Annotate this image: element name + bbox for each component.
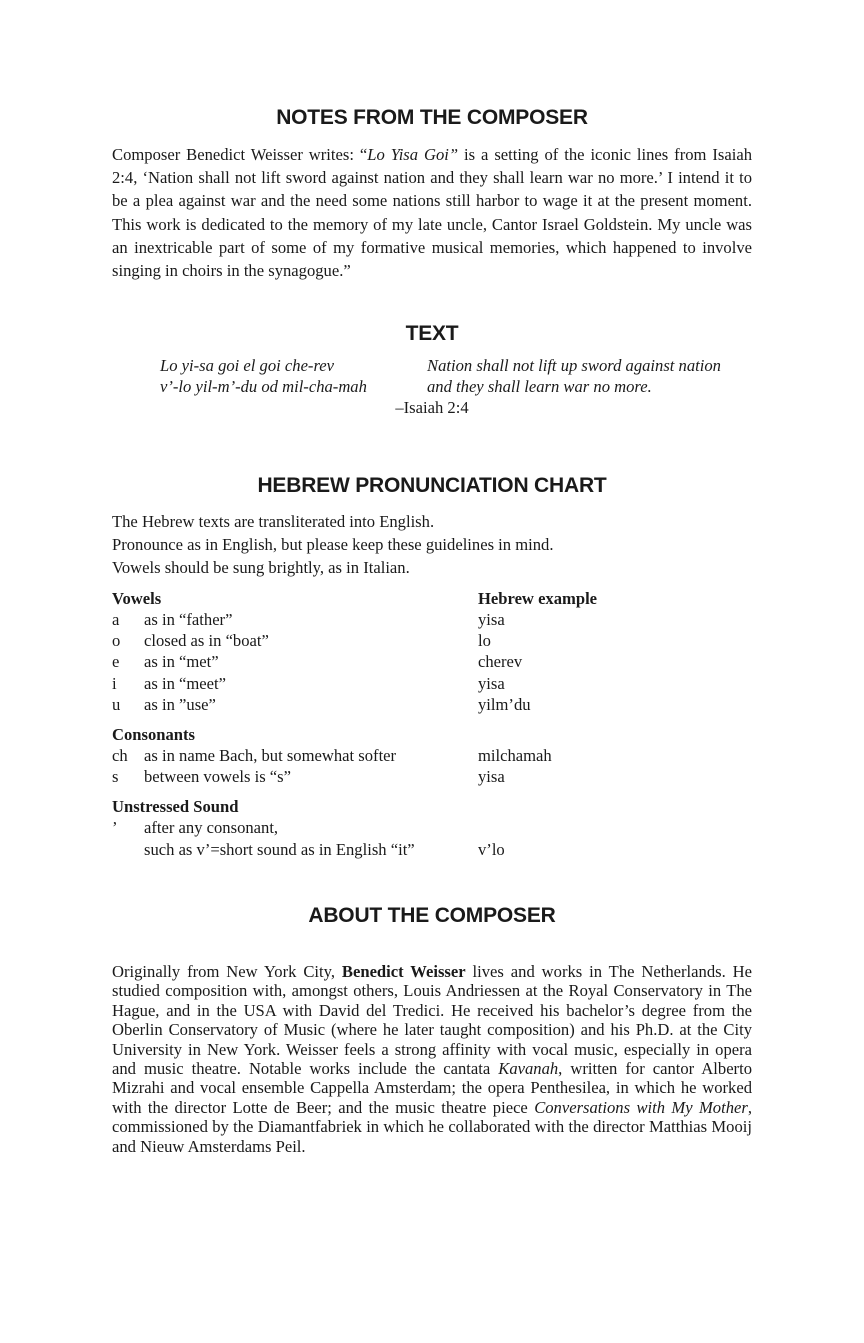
consonant-key: s [112,767,119,786]
notes-text-1: Composer Benedict Weisser writes: “ [112,145,368,164]
vowel-row [112,695,752,716]
unstressed-desc: after any consonant, [144,818,279,837]
unstressed-key: ’ [112,818,118,837]
vowel-example: yisa [478,610,505,629]
unstressed-header: Unstressed Sound [112,797,239,816]
vowel-example: yilm’du [478,695,531,714]
work-title-conversations: Conversations with My Mother [534,1097,748,1117]
intro-line: Pronounce as in English, but please keep these guidelines in mind. [112,535,554,555]
consonants-header-row [112,725,752,746]
consonant-row [112,746,752,767]
pronunciation-intro [112,510,752,580]
vowel-desc: as in “meet” [144,674,227,693]
notes-paragraph [112,143,752,282]
intro-line: Vowels should be sung brightly, as in Italian. [112,558,410,578]
english-column [427,355,721,397]
vowel-desc: as in “met” [144,652,219,671]
vowel-example: cherev [478,652,523,671]
intro-line: The Hebrew texts are transliterated into English. [112,512,435,531]
composer-name: Benedict Weisser [341,962,466,981]
vowel-key: i [112,674,117,693]
pronunciation-heading: HEBREW PRONUNCIATION CHART [257,474,607,497]
text-heading: TEXT [405,322,459,345]
hebrew-column [160,355,367,397]
vowel-desc: closed as in “boat” [144,631,269,650]
consonant-row [112,767,752,788]
vowels-header-row [112,589,752,610]
unstressed-header-row [112,797,752,818]
vowel-row [112,610,752,631]
about-text-2: lives and works in The Netherlands. He studied composition with, amongst others, Louis Andriessen at the Royal Conservatory in The Hague, and in the USA with David del Tredici. He received his bachelor’s degree from the Oberlin Conservatory of Music (where he later taught composition) and his Ph.D. at the City University in New York. Weisser feels a strong affinity with vocal music, especially in opera and music theatre. Notable works include the cantata [112,962,752,1079]
about-heading: ABOUT THE COMPOSER [308,904,556,927]
unstressed-desc: such as v’=short sound as in English “it” [144,840,415,859]
vowel-row [112,652,752,673]
about-text-1: Originally from New York City, [112,962,342,981]
about-paragraph [112,962,752,1156]
unstressed-example: v’lo [478,840,505,859]
english-line: and they shall learn war no more. [427,377,652,396]
vowel-key: e [112,652,120,671]
consonant-key: ch [112,746,128,765]
consonant-example: milchamah [478,746,552,765]
vowel-row [112,631,752,652]
vowel-desc: as in ”use” [144,695,216,714]
notes-heading: NOTES FROM THE COMPOSER [276,106,588,129]
notes-text-2: is a setting of the iconic lines from Isaiah 2:4, ‘Nation shall not lift sword against nation and they shall learn war no more.’ I intend it to be a plea against war and the need some nations still harbor to wage it at the present moment. This work is dedicated to the memory of my late uncle, Cantor Israel Goldstein. My uncle was an inextricable part of some of my formative musical memories, which happened to involve singing in choirs in the synagogue.” [112,145,752,281]
vowel-key: u [112,695,121,714]
notes-work-title: Lo Yisa Goi” [367,145,459,164]
about-text-3: , written for cantor Alberto Mizrahi and vocal ensemble Cappella Amsterdam; the opera Penthesilea, in which he worked with the director Lotte de Beer; and the music theatre piece [112,1059,752,1117]
unstressed-row [112,818,752,839]
citation: –Isaiah 2:4 [395,398,469,417]
unstressed-row [112,840,752,861]
work-title-kavanah: Kavanah [498,1059,559,1079]
example-header: Hebrew example [478,589,598,608]
vowel-key: o [112,631,121,650]
consonant-desc: as in name Bach, but somewhat softer [144,746,397,765]
consonant-desc: between vowels is “s” [144,767,291,786]
hebrew-line: Lo yi-sa goi el goi che-rev [160,356,335,375]
vowel-example: yisa [478,674,505,693]
hebrew-line: v’-lo yil-m’-du od mil-cha-mah [160,377,367,396]
consonant-example: yisa [478,767,505,786]
vowel-example: lo [478,631,491,650]
vowel-key: a [112,610,120,629]
vowel-desc: as in “father” [144,610,233,629]
english-line: Nation shall not lift up sword against nation [427,356,721,375]
consonants-header: Consonants [112,725,196,744]
vowel-row [112,674,752,695]
about-text-4: , commissioned by the Diamantfabriek in which he collaborated with the director Matthias Mooij and Nieuw Amsterdams Peil. [112,1097,752,1156]
vowels-header: Vowels [112,589,162,608]
